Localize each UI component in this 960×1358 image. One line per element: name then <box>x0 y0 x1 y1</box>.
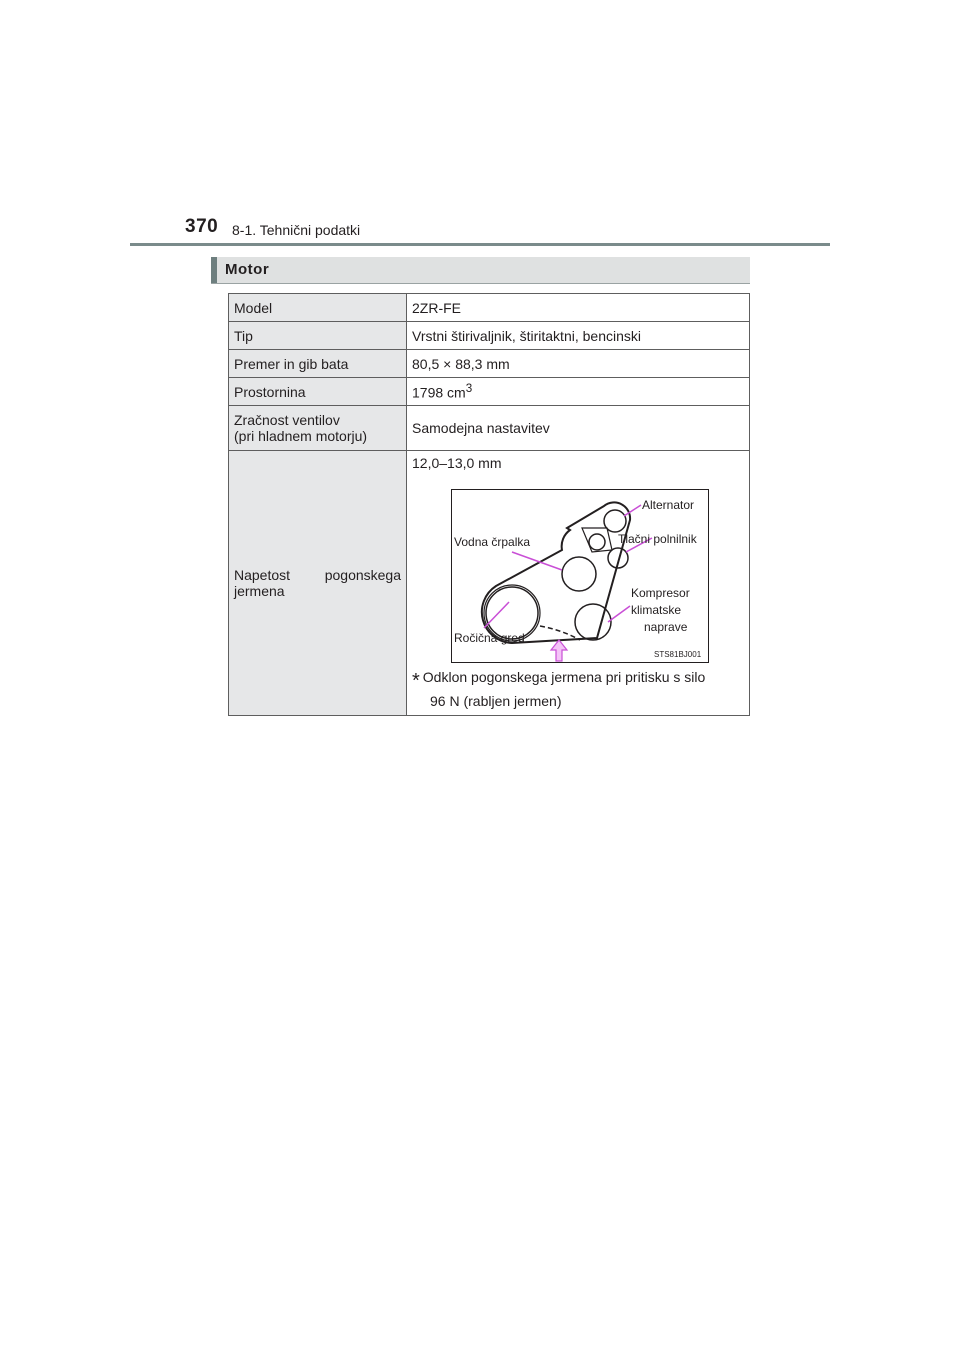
spec-label: Premer in gib bata <box>229 350 407 378</box>
spec-value <box>407 378 750 406</box>
compressor-label-line1: Kompresor <box>631 586 690 600</box>
footnote-line2: 96 N (rabljen jermen) <box>430 693 562 709</box>
belt-tension-cell <box>407 451 750 716</box>
drive-belt-diagram <box>451 489 709 663</box>
spec-label: Prostornina <box>229 378 407 406</box>
footnote-line1: Odklon pogonskega jermena pri pritisku s silo <box>422 669 706 685</box>
spec-value: Vrstni štirivaljnik, štiritaktni, bencinski <box>407 322 750 350</box>
spec-label <box>229 406 407 451</box>
spec-label-line2: (pri hladnem motorju) <box>234 428 368 444</box>
table-row <box>229 451 750 716</box>
footnote <box>412 667 732 711</box>
spec-label: Model <box>229 294 407 322</box>
water-pump-label: Vodna črpalka <box>454 535 531 549</box>
alternator-label: Alternator <box>642 498 695 512</box>
table-row <box>229 378 750 406</box>
spec-label: Napetost pogonskega jermena <box>229 451 407 716</box>
table-row <box>229 406 750 451</box>
deflection-line <box>540 626 580 640</box>
force-arrow-icon <box>551 640 567 661</box>
table-row <box>229 294 750 322</box>
engine-spec-table <box>228 293 750 716</box>
compressor-label-line3: naprave <box>644 620 688 634</box>
unit-exponent: 3 <box>465 382 473 396</box>
spec-label-line1: Zračnost ventilov <box>234 412 340 428</box>
spec-value: 12,0–13,0 mm <box>412 455 502 471</box>
water-pump-pulley <box>562 557 596 591</box>
table-row <box>229 350 750 378</box>
tensioner-pulley <box>589 534 605 550</box>
page-number: 370 <box>185 216 219 237</box>
compressor-pointer <box>608 606 630 622</box>
section-header <box>211 257 750 284</box>
header-rule <box>130 243 830 246</box>
chapter-title: 8-1. Tehnični podatki <box>232 222 361 238</box>
displacement-value: 1798 cm <box>412 384 466 401</box>
asterisk: * <box>412 670 420 692</box>
figure-code: STS81BJ001 <box>654 650 702 659</box>
section-title: Motor <box>225 261 270 278</box>
supercharger-label: Tlačni polnilnik <box>618 532 697 546</box>
alternator-pointer <box>624 505 641 516</box>
spec-label: Tip <box>229 322 407 350</box>
table-row <box>229 322 750 350</box>
spec-value: Samodejna nastavitev <box>407 406 750 451</box>
compressor-label-line2: klimatske <box>631 603 682 617</box>
spec-value: 80,5 × 88,3 mm <box>407 350 750 378</box>
section-accent <box>211 257 217 283</box>
crankshaft-label: Ročična gred <box>454 631 525 645</box>
spec-value: 2ZR-FE <box>407 294 750 322</box>
